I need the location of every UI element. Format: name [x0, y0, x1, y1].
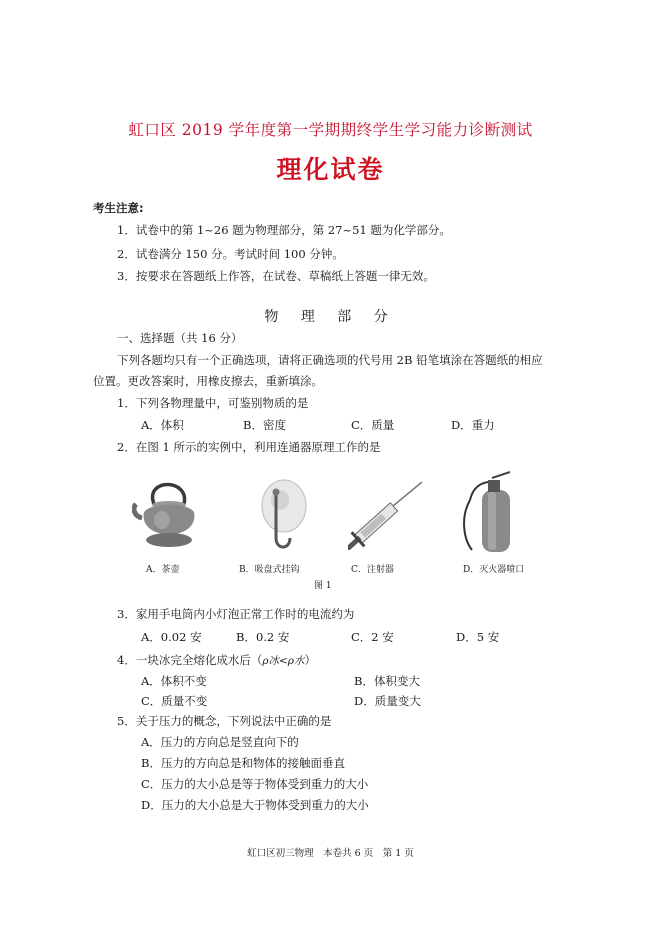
notice-item-3: 3．按要求在答题纸上作答，在试卷、草稿纸上答题一律无效。 — [117, 269, 435, 283]
exam-subtitle: 理化试卷 — [276, 155, 385, 184]
part-heading: 一、选择题（共 16 分） — [117, 331, 243, 345]
page-footer: 虹口区初三物理 本卷共 6 页 第 1 页 — [247, 848, 414, 859]
q5-option-c: C．压力的大小总是等于物体受到重力的大小 — [141, 777, 369, 791]
q3-stem: 3．家用手电筒内小灯泡正常工作时的电流约为 — [117, 607, 355, 621]
q3-option-b: B．0.2 安 — [236, 630, 290, 644]
teapot-figure — [132, 470, 208, 556]
fire-extinguisher-figure — [458, 470, 524, 556]
syringe-figure — [348, 478, 428, 550]
q4-density-relation: ρ冰<ρ水 — [262, 655, 305, 667]
q3-option-d: D．5 安 — [456, 630, 500, 644]
q4-stem-prefix: 4．一块冰完全熔化成水后（ — [117, 653, 263, 667]
suction-hook-figure — [254, 478, 309, 558]
notice-item-1: 1．试卷中的第 1~26 题为物理部分，第 27~51 题为化学部分。 — [117, 223, 451, 237]
q2-caption-d: D．灭火器喷口 — [463, 565, 525, 575]
q4-option-c: C．质量不变 — [141, 694, 208, 708]
q4-option-d: D．质量变大 — [354, 694, 421, 708]
q1-option-b: B．密度 — [243, 418, 286, 432]
q3-option-a: A．0.02 安 — [141, 630, 202, 644]
section-title: 物 理 部 分 — [264, 309, 397, 325]
notice-heading: 考生注意: — [93, 201, 144, 215]
q4-option-b: B．体积变大 — [354, 674, 420, 688]
instruction-line-1: 下列各题均只有一个正确选项，请将正确选项的代号用 2B 铅笔填涂在答题纸的相应 — [117, 353, 543, 367]
exam-header-title: 虹口区 2019 学年度第一学期期终学生学习能力诊断测试 — [128, 121, 533, 139]
q4-stem-suffix: ） — [304, 653, 316, 667]
q5-stem: 5．关于压力的概念，下列说法中正确的是 — [117, 714, 332, 728]
q2-stem: 2．在图 1 所示的实例中，利用连通器原理工作的是 — [117, 440, 381, 454]
q2-caption-a: A．茶壶 — [146, 565, 180, 575]
q1-stem: 1．下列各物理量中，可鉴别物质的是 — [117, 396, 309, 410]
q5-option-d: D．压力的大小总是大于物体受到重力的大小 — [141, 798, 369, 812]
figure-label: 图 1 — [314, 581, 332, 591]
q4-option-a: A．体积不变 — [141, 674, 207, 688]
q1-option-a: A．体积 — [141, 418, 184, 432]
q5-option-b: B．压力的方向总是和物体的接触面垂直 — [141, 756, 345, 770]
q2-caption-c: C．注射器 — [351, 565, 394, 575]
q3-option-c: C．2 安 — [351, 630, 394, 644]
q4-stem — [117, 652, 316, 668]
notice-item-2: 2．试卷满分 150 分。考试时间 100 分钟。 — [117, 247, 344, 261]
q1-option-d: D．重力 — [451, 418, 495, 432]
instruction-line-2: 位置。更改答案时，用橡皮擦去，重新填涂。 — [93, 374, 323, 388]
q5-option-a: A．压力的方向总是竖直向下的 — [141, 735, 299, 749]
q2-caption-b: B．吸盘式挂钩 — [239, 565, 300, 575]
q1-option-c: C．质量 — [351, 418, 395, 432]
